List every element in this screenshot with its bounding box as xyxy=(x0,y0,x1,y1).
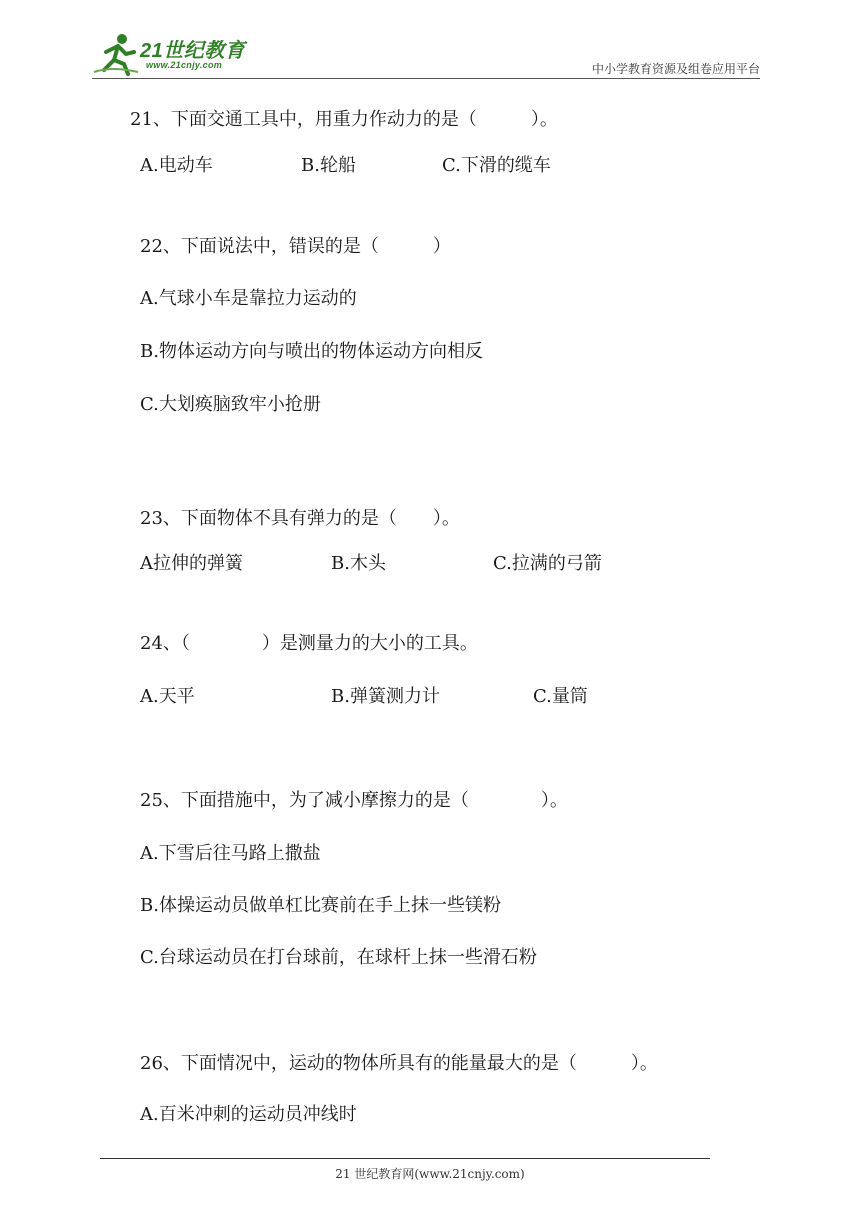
question-24-stem: 24、（ ）是测量力的大小的工具。 xyxy=(140,633,478,654)
question-22-option-b: B.物体运动方向与喷出的物体运动方向相反 xyxy=(140,341,483,362)
question-23-option-c: C.拉满的弓箭 xyxy=(493,553,602,574)
question-25-stem: 25、下面措施中，为了减小摩擦力的是（ ）。 xyxy=(140,790,568,811)
runner-logo-icon xyxy=(92,32,140,76)
question-22-option-a: A.气球小车是靠拉力运动的 xyxy=(140,288,357,309)
page-header xyxy=(92,30,760,82)
logo xyxy=(92,30,262,78)
logo-url: www.21cnjy.com xyxy=(146,60,223,70)
question-26-stem: 26、下面情况中，运动的物体所具有的能量最大的是（ ）。 xyxy=(140,1053,658,1074)
logo-text: 21世纪教育 xyxy=(140,40,246,62)
question-26-option-a: A.百米冲刺的运动员冲线时 xyxy=(140,1104,357,1125)
question-25-option-b: B.体操运动员做单杠比赛前在手上抹一些镁粉 xyxy=(140,895,501,916)
question-24-option-b: B.弹簧测力计 xyxy=(331,686,440,707)
header-tagline: 中小学教育资源及组卷应用平台 xyxy=(591,62,760,76)
question-22-option-c: C.大划痪脑致牢小抢册 xyxy=(140,394,321,415)
question-21-option-b: B.轮船 xyxy=(301,155,356,176)
question-21-option-a: A.电动车 xyxy=(140,155,213,176)
question-23-option-a: A拉伸的弹簧 xyxy=(140,553,243,574)
question-22-stem: 22、下面说法中，错误的是（ ） xyxy=(140,236,451,257)
question-25-option-c: C.台球运动员在打台球前，在球杆上抹一些滑石粉 xyxy=(140,947,537,968)
question-25-option-a: A.下雪后往马路上撒盐 xyxy=(140,843,321,864)
question-23-option-b: B.木头 xyxy=(331,553,386,574)
footer-text: 21 世纪教育网(www.21cnjy.com) xyxy=(335,1167,525,1181)
question-24-option-c: C.量筒 xyxy=(533,686,588,707)
question-21-option-c: C.下滑的缆车 xyxy=(442,155,551,176)
footer-divider xyxy=(100,1158,710,1159)
header-divider xyxy=(92,78,760,79)
question-24-option-a: A.天平 xyxy=(140,686,195,707)
question-21-stem: 21、下面交通工具中，用重力作动力的是（ ）。 xyxy=(130,109,558,130)
question-23-stem: 23、下面物体不具有弹力的是（ ）。 xyxy=(140,508,460,529)
